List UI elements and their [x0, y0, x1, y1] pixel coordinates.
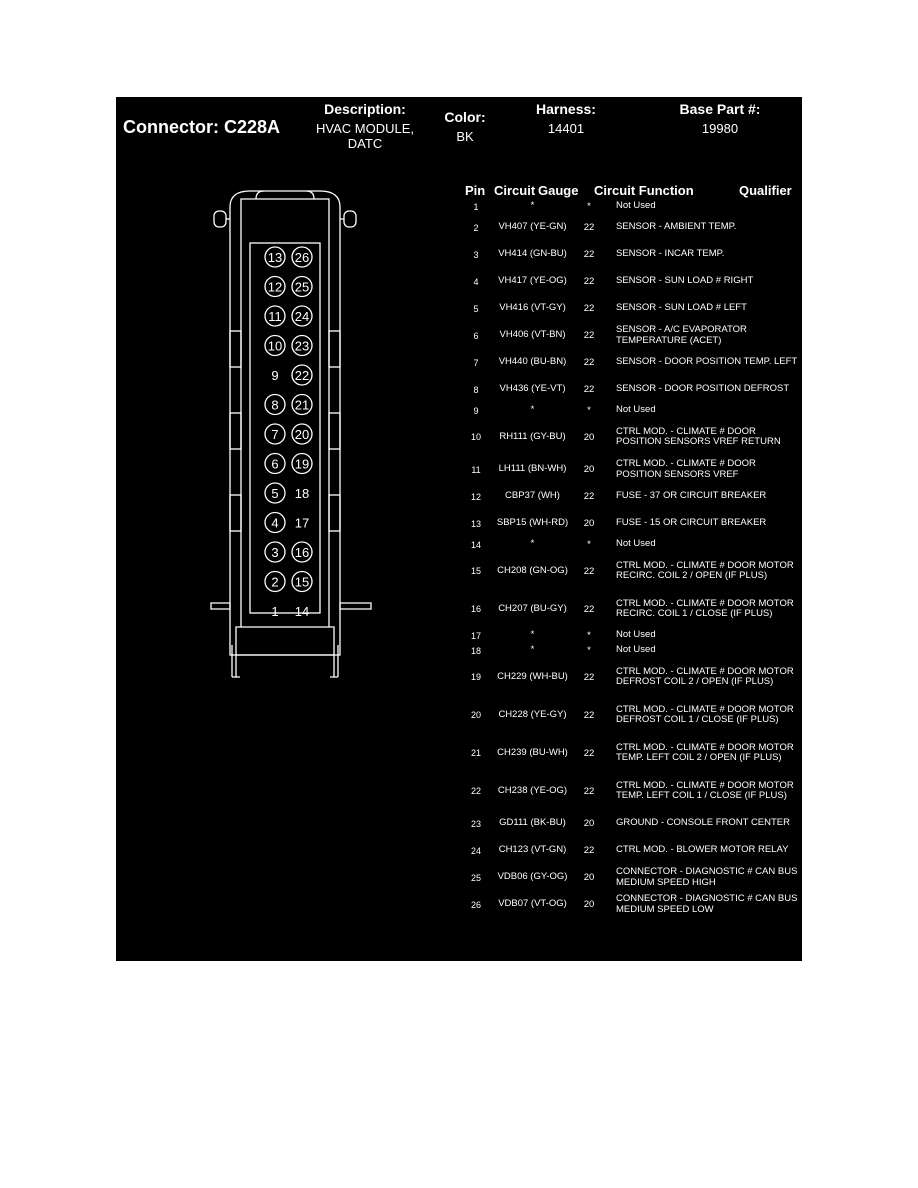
function-cell: SENSOR - SUN LOAD # LEFT: [616, 302, 747, 314]
table-row: [456, 241, 802, 268]
connector-pin-label: 5: [271, 486, 279, 501]
circuit-cell: VH440 (BU-BN): [498, 356, 567, 368]
pin-cell: 2: [473, 222, 479, 233]
table-row: [456, 628, 802, 643]
function-cell: FUSE - 15 OR CIRCUIT BREAKER: [616, 517, 767, 529]
connector-pin-7: [265, 424, 285, 444]
connector-outline: [211, 191, 371, 677]
circuit-cell: VH414 (GN-BU): [498, 248, 567, 260]
connector-pin-label: 19: [294, 456, 310, 472]
gauge-cell: *: [587, 539, 591, 550]
function-cell: CTRL MOD. - CLIMATE # DOOR MOTOR TEMP. LEFT COIL 1 / CLOSE (IF PLUS): [616, 779, 794, 801]
pin-cell: 17: [470, 630, 481, 641]
connector-pin-label: 18: [294, 486, 310, 501]
function-cell: Not Used: [616, 538, 656, 550]
connector-pin-21: [292, 395, 312, 415]
function-cell: SENSOR - DOOR POSITION DEFROST: [616, 383, 790, 395]
connector-pin-12: [265, 277, 285, 297]
function-cell: CTRL MOD. - CLIMATE # DOOR MOTOR DEFROST COIL 1 / CLOSE (IF PLUS): [616, 703, 794, 725]
connector-pin-label: 8: [271, 397, 279, 413]
description-block: [306, 101, 424, 151]
circuit-cell: CH207 (BU-GY): [498, 602, 567, 614]
circuit-cell: *: [530, 629, 535, 641]
pin-cell: 3: [473, 249, 479, 260]
connector-pin-10: [265, 336, 285, 356]
gauge-cell: *: [587, 405, 591, 416]
pin-cell: 23: [470, 818, 481, 829]
table-row: [456, 696, 802, 734]
connector-pin-label: 15: [294, 574, 310, 590]
table-row: [456, 214, 802, 241]
circuit-cell: CH228 (YE-GY): [498, 708, 567, 720]
function-cell: Not Used: [616, 404, 656, 416]
connector-pin-label: 26: [294, 250, 310, 265]
gauge-cell: 22: [583, 845, 595, 856]
connector-pins: [265, 247, 312, 619]
connector-pin-label: 11: [268, 309, 282, 324]
description-label: Description:: [324, 101, 406, 117]
connector-pin-label: 13: [267, 250, 283, 265]
table-row: [456, 643, 802, 658]
pin-cell: 15: [470, 566, 481, 576]
function-cell: SENSOR - AMBIENT TEMP.: [616, 221, 737, 233]
circuit-cell: *: [530, 644, 535, 656]
function-cell: CONNECTOR - DIAGNOSTIC # CAN BUS MEDIUM SPEED LOW: [616, 893, 798, 915]
table-row: [456, 268, 802, 295]
connector-pin-6: [265, 454, 285, 474]
gauge-cell: 22: [583, 303, 595, 314]
connector-pin-15: [292, 572, 312, 592]
function-cell: CTRL MOD. - BLOWER MOTOR RELAY: [616, 844, 789, 856]
function-cell: CTRL MOD. - CLIMATE # DOOR MOTOR DEFROST COIL 2 / OPEN (IF PLUS): [616, 665, 794, 687]
connector-pin-18: [295, 486, 309, 501]
connector-pin-20: [292, 424, 312, 444]
connector-pin-label: 21: [294, 397, 310, 413]
connector-pin-label: 1: [271, 604, 279, 619]
connector-pin-label: 16: [294, 545, 310, 560]
connector-pin-16: [292, 542, 312, 562]
function-cell: Not Used: [616, 629, 656, 641]
table-row: [456, 510, 802, 537]
connector-pin-label: 20: [294, 427, 310, 442]
connector-pin-13: [265, 247, 285, 267]
pin-cell: 11: [471, 464, 481, 475]
table-row: [456, 199, 802, 214]
connector-pin-14: [295, 604, 309, 619]
circuit-cell: *: [530, 538, 535, 550]
connector-pin-1: [271, 604, 278, 619]
connector-pin-22: [292, 365, 312, 385]
pin-cell: 25: [470, 872, 481, 883]
function-cell: CTRL MOD. - CLIMATE # DOOR MOTOR RECIRC. COIL 1 / CLOSE (IF PLUS): [616, 597, 794, 619]
connector-pin-label: 9: [271, 368, 279, 383]
gauge-cell: 22: [583, 384, 595, 395]
table-row: [456, 658, 802, 696]
table-row: [456, 590, 802, 628]
function-cell: CTRL MOD. - CLIMATE # DOOR POSITION SENSORS VREF: [616, 458, 756, 480]
gauge-cell: 20: [583, 464, 595, 475]
pin-cell: 5: [473, 303, 479, 314]
gauge-cell: 22: [583, 357, 595, 368]
connector-pin-5: [265, 483, 285, 503]
gauge-cell: 22: [583, 671, 595, 683]
connector-pin-23: [292, 336, 312, 356]
circuit-cell: VH436 (YE-VT): [499, 383, 566, 395]
connector-pin-label: 22: [294, 368, 310, 383]
pin-cell: 1: [473, 201, 479, 212]
connector-pin-label: 10: [267, 338, 283, 354]
function-cell: Not Used: [616, 644, 656, 656]
circuit-cell: CH208 (GN-OG): [497, 564, 568, 576]
column-circuit-function: Circuit Function: [594, 183, 694, 198]
gauge-cell: *: [587, 630, 591, 641]
table-row: [456, 537, 802, 552]
pin-cell: 7: [473, 357, 479, 368]
color-block: [434, 109, 496, 145]
column-pin: Pin: [465, 183, 486, 198]
connector-pin-24: [292, 306, 312, 326]
table-row: [456, 810, 802, 837]
pin-cell: 6: [473, 330, 479, 341]
gauge-cell: 22: [583, 222, 595, 233]
table-row: [456, 349, 802, 376]
gauge-cell: 20: [583, 431, 595, 443]
circuit-cell: *: [530, 404, 535, 416]
connector-pin-label: 12: [267, 279, 283, 295]
connector-pin-25: [292, 277, 312, 297]
function-cell: SENSOR - DOOR POSITION TEMP. LEFT: [616, 356, 798, 368]
pin-cell: 12: [470, 491, 481, 502]
gauge-cell: 20: [583, 518, 595, 529]
gauge-cell: 22: [583, 747, 595, 759]
function-cell: CTRL MOD. - CLIMATE # DOOR MOTOR RECIRC. COIL 2 / OPEN (IF PLUS): [616, 559, 794, 581]
circuit-cell: VH407 (YE-GN): [498, 221, 567, 233]
pin-cell: 13: [470, 518, 481, 529]
table-row: [456, 295, 802, 322]
table-row: [456, 376, 802, 403]
pin-cell: 26: [470, 899, 481, 910]
circuit-cell: CH238 (YE-OG): [497, 784, 568, 796]
table-row: [456, 483, 802, 510]
connector-pin-label: 4: [271, 515, 279, 531]
function-cell: SENSOR - INCAR TEMP.: [616, 248, 725, 260]
circuit-cell: VH406 (VT-BN): [499, 329, 566, 341]
pin-cell: 9: [473, 405, 479, 416]
function-cell: FUSE - 37 OR CIRCUIT BREAKER: [616, 490, 767, 502]
connector-pin-26: [292, 247, 312, 267]
gauge-cell: 20: [583, 872, 595, 883]
connector-pin-9: [271, 368, 278, 383]
table-row: [456, 772, 802, 810]
circuit-cell: VDB06 (GY-OG): [497, 871, 568, 883]
connector-pin-4: [265, 513, 285, 533]
connector-pin-label: 6: [271, 456, 279, 472]
gauge-cell: 22: [583, 491, 595, 502]
function-cell: SENSOR - SUN LOAD # RIGHT: [616, 275, 754, 287]
connector-panel: [116, 97, 802, 961]
pin-cell: 18: [470, 645, 481, 656]
circuit-cell: CH239 (BU-WH): [497, 746, 568, 758]
gauge-cell: 22: [583, 565, 595, 577]
connector-pin-label: 14: [294, 604, 310, 619]
circuit-cell: CH229 (WH-BU): [497, 670, 568, 682]
base-part-label: Base Part #:: [679, 101, 761, 117]
pin-cell: 4: [473, 276, 479, 287]
connector-pin-label: 25: [294, 279, 310, 295]
connector-title: Connector: C228A: [123, 117, 281, 137]
circuit-cell: VDB07 (VT-OG): [498, 898, 567, 910]
function-cell: CTRL MOD. - CLIMATE # DOOR POSITION SENSORS VREF RETURN: [616, 425, 781, 447]
connector-pin-label: 7: [271, 427, 279, 442]
description-value: HVAC MODULE, DATC: [316, 121, 414, 151]
connector-pin-3: [265, 542, 285, 562]
table-row: [456, 891, 802, 918]
gauge-cell: 22: [583, 330, 595, 341]
pin-cell: 21: [470, 748, 481, 758]
table-row: [456, 864, 802, 891]
circuit-cell: GD111 (BK-BU): [499, 817, 566, 829]
harness-value: 14401: [547, 121, 585, 136]
base-part-value: 19980: [701, 121, 739, 136]
gauge-cell: 20: [583, 899, 595, 910]
column-gauge: Gauge: [538, 183, 579, 198]
connector-pin-19: [292, 454, 312, 474]
circuit-cell: SBP15 (WH-RD): [496, 517, 569, 529]
connector-pin-17: [295, 516, 309, 531]
connector-pin-8: [265, 395, 285, 415]
table-row: [456, 322, 802, 349]
function-cell: SENSOR - A/C EVAPORATOR TEMPERATURE (ACET): [616, 324, 747, 346]
pin-cell: 8: [473, 384, 479, 395]
table-row: [456, 734, 802, 772]
table-row: [456, 403, 802, 418]
pin-cell: 19: [470, 672, 481, 682]
table-row: [456, 456, 802, 483]
gauge-cell: 22: [583, 276, 595, 287]
color-label: Color:: [444, 109, 486, 125]
pin-cell: 24: [470, 845, 481, 856]
function-cell: GROUND - CONSOLE FRONT CENTER: [616, 817, 791, 829]
pin-table: [456, 199, 802, 951]
connector-pin-11: [265, 306, 285, 326]
connector-pin-label: 17: [294, 515, 310, 531]
circuit-cell: RH111 (GY-BU): [499, 430, 566, 442]
function-cell: CTRL MOD. - CLIMATE # DOOR MOTOR TEMP. LEFT COIL 2 / OPEN (IF PLUS): [616, 741, 794, 763]
pin-cell: 10: [470, 432, 481, 442]
gauge-cell: 22: [583, 785, 595, 797]
connector-pin-2: [265, 572, 285, 592]
gauge-cell: *: [587, 645, 591, 656]
gauge-cell: 22: [583, 603, 595, 615]
column-qualifier: Qualifier: [739, 183, 792, 198]
color-value: BK: [456, 129, 474, 144]
circuit-cell: VH416 (VT-GY): [499, 302, 566, 314]
gauge-cell: 22: [583, 249, 595, 260]
table-row: [456, 552, 802, 590]
gauge-cell: 20: [583, 818, 595, 829]
table-row: [456, 837, 802, 864]
gauge-cell: *: [587, 201, 591, 212]
gauge-cell: 22: [583, 709, 595, 721]
connector-pin-label: 24: [294, 309, 310, 324]
column-circuit: Circuit: [494, 183, 536, 198]
circuit-cell: CH123 (VT-GN): [498, 844, 567, 856]
pin-cell: 22: [470, 786, 481, 796]
circuit-cell: VH417 (YE-OG): [498, 275, 567, 287]
function-cell: CONNECTOR - DIAGNOSTIC # CAN BUS MEDIUM SPEED HIGH: [616, 866, 798, 888]
connector-pin-label: 23: [294, 338, 310, 354]
connector-face-diagram: [206, 187, 376, 687]
connector-pin-label: 2: [271, 574, 279, 590]
circuit-cell: CBP37 (WH): [505, 490, 560, 502]
pin-cell: 20: [470, 710, 481, 720]
harness-block: [521, 101, 611, 137]
harness-label: Harness:: [536, 101, 596, 117]
connector-pin-label: 3: [271, 545, 279, 560]
pin-cell: 14: [470, 539, 481, 550]
circuit-cell: *: [530, 200, 535, 212]
circuit-cell: LH111 (BN-WH): [498, 463, 567, 475]
function-cell: Not Used: [616, 200, 656, 212]
base-part-block: [661, 101, 779, 137]
table-row: [456, 418, 802, 456]
pin-cell: 16: [470, 604, 481, 614]
